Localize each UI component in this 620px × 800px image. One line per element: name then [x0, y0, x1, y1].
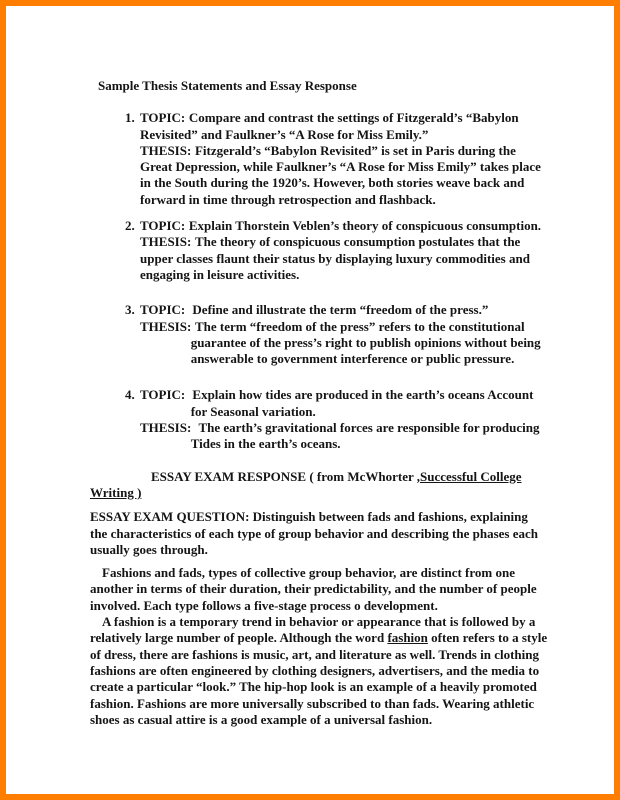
- topic-text: Compare and contrast the settings of Fitzgerald’s “Babylon Revisited” and Faulkner’s “A Rose for Miss Emily.”: [140, 110, 519, 142]
- topic-line: [140, 110, 548, 143]
- essay-exam-question: ESSAY EXAM QUESTION: Distinguish between fads and fashions, explaining the characteristics of each type of group behavior and describing the phases each usually goes through.: [90, 509, 538, 557]
- topic-label: TOPIC:: [140, 387, 186, 403]
- thesis-label: THESIS:: [140, 420, 192, 436]
- document-title: Sample Thesis Statements and Essay Response: [98, 78, 357, 93]
- topic-line: [140, 218, 548, 234]
- list-item-4: [125, 387, 548, 452]
- topic-label: TOPIC:: [140, 218, 186, 234]
- thesis-text: The term “freedom of the press” refers to the constitutional guarantee of the press’s right to publish opinions without being answerable to government interference or public pressure.: [190, 318, 541, 367]
- thesis-text: The theory of conspicuous consumption postulates that the upper classes flaunt their status by displaying luxury commodities and engaging in leisure activities.: [140, 234, 530, 282]
- item-number: 3.: [125, 302, 135, 318]
- heading-underlined-book-title-cont: Writing ): [90, 484, 142, 500]
- thesis-line: [140, 234, 548, 283]
- thesis-line: [140, 319, 548, 368]
- item-number: 4.: [125, 387, 135, 403]
- thesis-line: [140, 420, 548, 453]
- topic-line: [140, 302, 548, 318]
- underlined-word-fashion: fashion: [387, 630, 428, 646]
- thesis-label: THESIS:: [140, 318, 192, 334]
- body-paragraph-2: [90, 614, 548, 728]
- topic-label: TOPIC:: [140, 302, 186, 318]
- document-page: [6, 6, 614, 794]
- thesis-list: [125, 110, 548, 452]
- essay-exam-response-heading: [90, 469, 548, 502]
- heading-underlined-book-title: ,Successful College: [416, 468, 522, 484]
- thesis-label: THESIS:: [140, 234, 192, 250]
- list-item-3: [125, 302, 548, 367]
- topic-text: Explain Thorstein Veblen’s theory of conspicuous consumption.: [188, 218, 542, 234]
- topic-label: TOPIC:: [140, 110, 186, 126]
- list-item-1: [125, 110, 548, 208]
- topic-line: [140, 387, 548, 420]
- topic-text: Define and illustrate the term “freedom of the press.”: [192, 302, 489, 318]
- topic-text: Explain how tides are produced in the earth’s oceans Account for Seasonal variation.: [190, 387, 534, 419]
- thesis-text: Fitzgerald’s “Babylon Revisited” is set in Paris during the Great Depression, while Faulkner’s “A Rose for Miss Emily” takes place in the South during the 1920’s. However, both stories weave back and forward in time through retrospection and flashback.: [140, 142, 541, 207]
- item-number: 2.: [125, 218, 135, 234]
- paragraph-text: A fashion is a temporary trend in behavior or appearance that is followed by a relatively large number of people. Although the word: [90, 614, 536, 646]
- thesis-text: The earth’s gravitational forces are responsible for producing Tides in the earth’s oceans.: [190, 420, 540, 452]
- paragraph-text: often refers to a style of dress, there are fashions is music, art, and literature as well. Trends in clothing fashions are often engineered by clothing designers, advertisers, and the media to create a particular “look.” The hip-hop look is an example of a heavily promoted fashion. Fashions are more universally subscribed to than fads. Wearing athletic shoes as casual attire is a good example of a universal fashion.: [90, 630, 548, 727]
- thesis-label: THESIS:: [140, 142, 192, 158]
- heading-prefix: ESSAY EXAM RESPONSE ( from McWhorter: [151, 468, 417, 484]
- list-item-2: [125, 218, 548, 283]
- thesis-line: [140, 143, 548, 208]
- body-paragraph-1: Fashions and fads, types of collective group behavior, are distinct from one another in terms of their duration, their predictability, and the number of people involved. Each type follows a five-stage process o development.: [90, 565, 537, 613]
- item-number: 1.: [125, 110, 135, 126]
